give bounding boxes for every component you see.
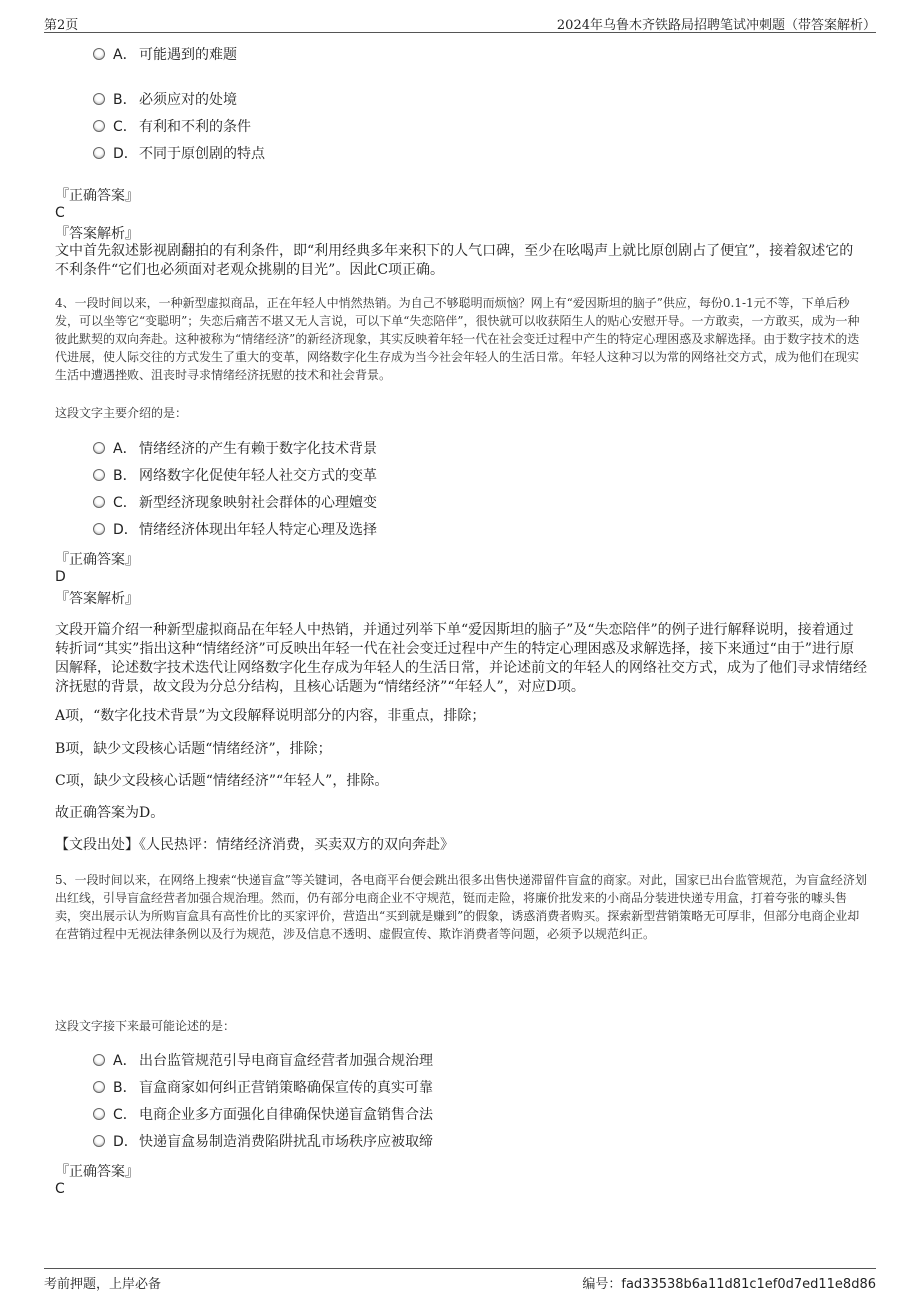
radio-icon[interactable]: [93, 469, 105, 481]
q4-conclusion: 故正确答案为D。: [55, 805, 165, 821]
page-header: [44, 10, 876, 33]
document-code: fad33538b6a11d81c1ef0d7ed11e8d86: [621, 1277, 876, 1292]
radio-icon[interactable]: [93, 1135, 105, 1147]
radio-icon[interactable]: [93, 442, 105, 454]
radio-icon[interactable]: [93, 523, 105, 535]
q4-option-c[interactable]: C． 新型经济现象映射社会群体的心理嬗变: [93, 492, 377, 514]
q3-option-c[interactable]: C． 有利和不利的条件: [93, 116, 251, 138]
q5-option-a[interactable]: A． 出台监管规范引导电商盲盒经营者加强合规治理: [93, 1050, 433, 1072]
q5-stem: 5、一段时间以来，在网络上搜索“快递盲盒”等关键词，各电商平台便会跳出很多出售快递滞留件盲盒的商家。对此，国家已出台监管规范，为盲盒经济划出红线，引导盲盒经营者加强合规治理。然而，仍有部分电商企业不守规范，铤而走险，将廉价批发来的小商品分装进快递专用盒，打着夸张的噱头售卖，突出展示认为所购盲盒具有高性价比的买家评价，营造出“买到就是赚到”的假象，诱惑消费者购买。探索新型营销策略无可厚非，但部分电商企业却在营销过程中无视法律条例以及行为规范，涉及信息不透明、虚假宣传、欺诈消费者等问题，必须予以规范纠正。: [55, 873, 867, 941]
radio-icon[interactable]: [93, 1108, 105, 1120]
q4-answer: D: [55, 569, 66, 585]
q5-question: 这段文字接下来最可能论述的是：: [55, 1019, 236, 1033]
radio-icon[interactable]: [93, 120, 105, 132]
radio-icon[interactable]: [93, 48, 105, 60]
q3-option-a[interactable]: A． 可能遇到的难题: [93, 44, 237, 66]
q3-answer-label: 『正确答案』: [55, 188, 139, 204]
footer-code: 编号：fad33538b6a11d81c1ef0d7ed11e8d86: [582, 1277, 876, 1292]
footer-slogan: 考前押题，上岸必备: [44, 1277, 162, 1292]
q4-note-c: C项，缺少文段核心话题“情绪经济”“年轻人”，排除。: [55, 773, 389, 789]
radio-icon[interactable]: [93, 496, 105, 508]
q4-option-d[interactable]: D．情绪经济体现出年轻人特定心理及选择: [93, 519, 377, 541]
q4-question: 这段文字主要介绍的是：: [55, 406, 188, 420]
q4-note-b: B项，缺少文段核心话题“情绪经济”，排除；: [55, 741, 332, 757]
q3-option-b[interactable]: B． 必须应对的处境: [93, 89, 237, 111]
q4-source: 【文段出处】《人民热评：情绪经济消费，买卖双方的双向奔赴》: [55, 837, 454, 853]
q5-option-d[interactable]: D．快递盲盒易制造消费陷阱扰乱市场秩序应被取缔: [93, 1131, 433, 1153]
q4-stem: 4、一段时间以来，一种新型虚拟商品，正在年轻人中悄然热销。为自己不够聪明而烦恼？网上有“爱因斯坦的脑子”供应，每份0.1-1元不等，下单后秒发，可以坐等它“变聪明”；失恋后痛苦不堪又无人言说，可以下单“失恋陪伴”，很快就可以收获陌生人的贴心安慰开导。一方敢卖，一方敢买，成为一种彼此默契的双向奔赴。这种被称为“情绪经济”的新经济现象，其实反映着年轻一代在社会变迁过程中产生的特定心理困惑及求解选择。由于数字技术的迭代进展，使人际交往的方式发生了重大的变革，网络数字化生存成为当今社会年轻人的生活日常。年轻人这种习以为常的网络社交方式，成为他们在现实生活中遭遇挫败、沮丧时寻求情绪经济抚慰的技术和社会背景。: [55, 296, 860, 382]
q5-answer-label: 『正确答案』: [55, 1164, 139, 1180]
q4-analysis: 文段开篇介绍一种新型虚拟商品在年轻人中热销，并通过列举下单“爱因斯坦的脑子”及“失恋陪伴”的例子进行解释说明，接着通过转折词“其实”指出这种“情绪经济”可反映出年轻一代在社会变迁过程中产生的特定心理困惑及求解选择，接下来通过“由于”进行原因解释，论述数字技术迭代让网络数字化生存成为年轻人的生活日常，并论述前文的年轻人的网络社交方式，成为了他们寻求情绪经济抚慰的背景，故文段为分总分结构，且核心话题为“情绪经济”“年轻人”，对应D项。: [55, 622, 867, 695]
page-number: 第2页: [44, 18, 79, 33]
q4-answer-label: 『正确答案』: [55, 552, 139, 568]
q5-answer: C: [55, 1181, 65, 1197]
document-title: 2024年乌鲁木齐铁路局招聘笔试冲刺题（带答案解析）: [556, 18, 876, 33]
radio-icon[interactable]: [93, 1081, 105, 1093]
q5-option-c[interactable]: C． 电商企业多方面强化自律确保快递盲盒销售合法: [93, 1104, 433, 1126]
radio-icon[interactable]: [93, 93, 105, 105]
radio-icon[interactable]: [93, 147, 105, 159]
page-footer: [44, 1268, 876, 1291]
q4-option-b[interactable]: B． 网络数字化促使年轻人社交方式的变革: [93, 465, 377, 487]
q4-analysis-label: 『答案解析』: [55, 591, 139, 607]
q5-option-b[interactable]: B． 盲盒商家如何纠正营销策略确保宣传的真实可靠: [93, 1077, 433, 1099]
q4-note-a: A项，“数字化技术背景”为文段解释说明部分的内容，非重点，排除；: [55, 708, 486, 724]
q3-analysis-label: 『答案解析』: [55, 226, 139, 242]
radio-icon[interactable]: [93, 1054, 105, 1066]
q4-option-a[interactable]: A． 情绪经济的产生有赖于数字化技术背景: [93, 438, 377, 460]
q3-analysis: 文中首先叙述影视剧翻拍的有利条件，即“利用经典多年来积下的人气口碑，至少在吆喝声上就比原创剧占了便宜”，接着叙述它的不利条件“它们也必须面对老观众挑剔的目光”。因此C项正确。: [55, 243, 854, 278]
q3-option-d[interactable]: D．不同于原创剧的特点: [93, 143, 265, 165]
q3-answer: C: [55, 205, 65, 221]
